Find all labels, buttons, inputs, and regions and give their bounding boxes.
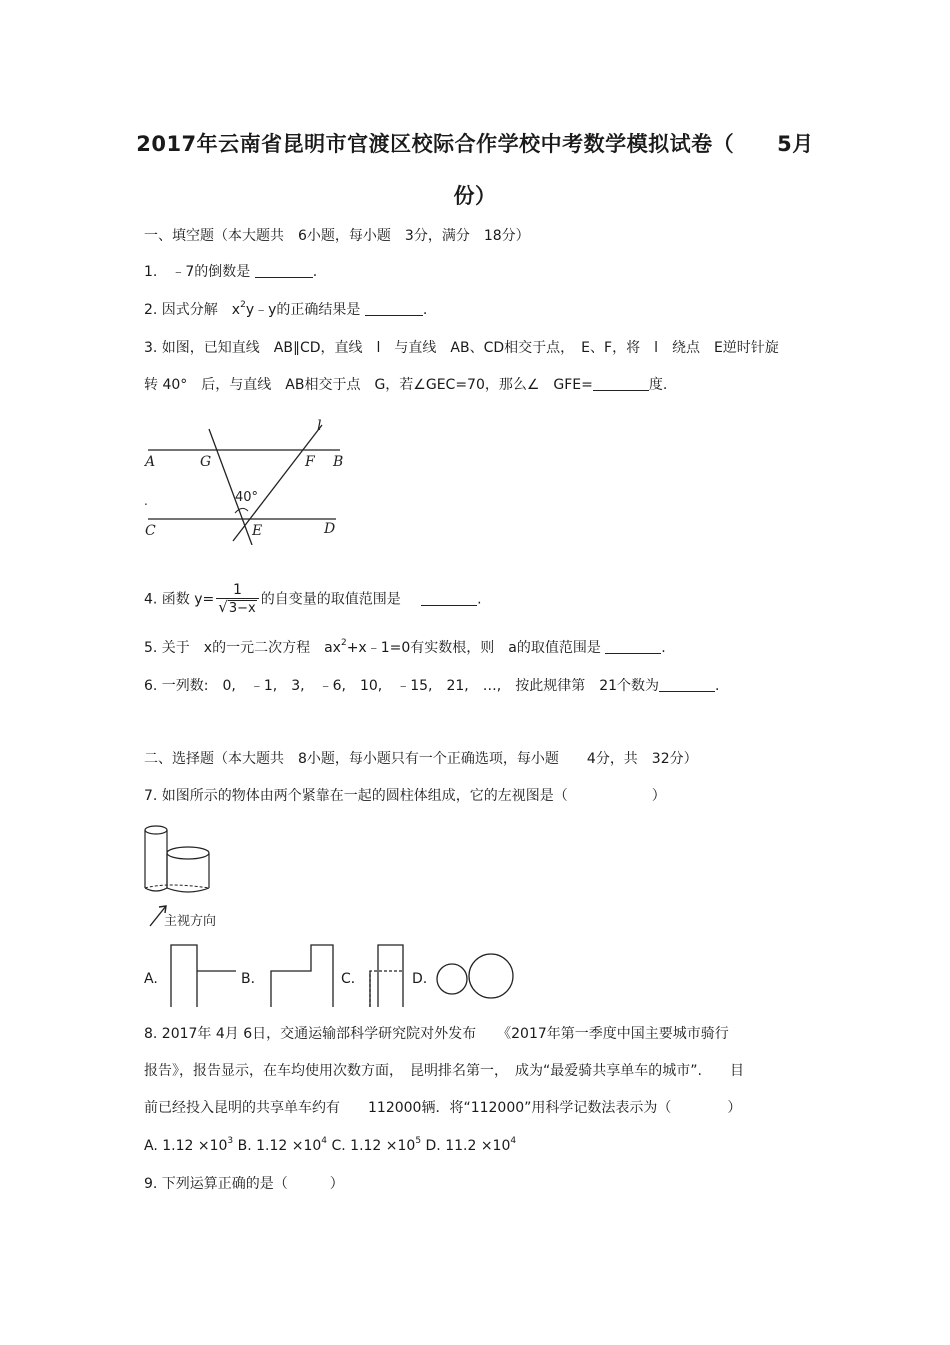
q8-option-d[interactable] (426, 1138, 517, 1154)
short-cylinder-top (167, 847, 209, 859)
label-a: A (145, 454, 156, 470)
opt-d-large-circle (469, 954, 513, 998)
q8-option-b-label: B. (237, 1138, 252, 1154)
q3-end: 度. (648, 377, 668, 393)
q8-option-d-base: 11.2 ×10 (445, 1138, 511, 1154)
sqrt-icon: √ (218, 598, 228, 616)
short-cylinder-bottom (167, 888, 209, 892)
question-3-line2 (144, 376, 667, 394)
label-e: E (252, 523, 263, 539)
q4-numerator: 1 (233, 582, 242, 598)
q2-text-pre: 2. 因式分解 x (144, 302, 241, 318)
q1-answer-blank (255, 263, 313, 278)
opt-a-tall-rect (171, 945, 197, 1007)
q5-answer-blank (605, 639, 661, 654)
q8-option-c-base: 1.12 ×10 (350, 1138, 416, 1154)
question-3-line1: 3. 如图，已知直线 AB∥CD，直线 l 与直线 AB、CD相交于点， E、F，将 l 绕点 E逆时针旋 (144, 340, 779, 356)
q4-end: . (477, 591, 482, 608)
q7-option-a-label: A. (144, 971, 158, 987)
question-8-line2: 报告》，报告显示，在车均使用次数方面， 昆明排名第一， 成为“最爱骑共享单车的城市”. 目 (144, 1063, 744, 1079)
label-g: G (200, 454, 212, 470)
q3-answer-blank (593, 376, 649, 391)
q2-answer-blank (365, 301, 423, 316)
q8-option-c-exp: 5 (415, 1136, 422, 1146)
q8-option-b[interactable] (238, 1138, 327, 1154)
question-2 (144, 301, 427, 319)
q2-end: . (422, 302, 428, 318)
label-c: C (145, 523, 156, 539)
q5-text-mid: +x﹣1=0有实数根，则 a的取值范围是 (346, 640, 601, 656)
line-ge (209, 429, 252, 545)
q8-option-b-base: 1.12 ×10 (256, 1138, 322, 1154)
section1-heading: 一、填空题（本大题共 6小题，每小题 3分，满分 18分） (144, 228, 530, 244)
q8-option-d-exp: 4 (510, 1136, 517, 1146)
angle-arc (235, 508, 248, 513)
q7-cylinders-figure (140, 820, 240, 930)
label-dot: . (144, 494, 148, 508)
opt-d-small-circle (437, 964, 467, 994)
q4-radicand: 3−x (228, 601, 256, 616)
exam-title-line1: 2017年云南省昆明市官渡区校际合作学校中考数学模拟试卷（ 5月 (136, 132, 814, 156)
q7-option-c-label: C． (341, 971, 365, 987)
opt-c-tall-rect (378, 945, 403, 1007)
question-9: 9. 下列运算正确的是（ ） (144, 1176, 344, 1192)
q8-option-a[interactable] (144, 1138, 233, 1154)
q8-option-a-label: A. (144, 1138, 158, 1154)
q4-answer-blank (421, 591, 477, 606)
q7-option-a-figure[interactable] (166, 943, 238, 1009)
question-8-line3: 前已经投入昆明的共享单车约有 112000辆．将“112000”用科学记数法表示为（ ） (144, 1100, 742, 1116)
label-d: D (324, 521, 336, 537)
q6-text: 6. 一列数: 0, ﹣1, 3, ﹣6, 10, ﹣15, 21, …, 按此规律第 21个数为 (144, 678, 660, 694)
hidden-base-line (145, 885, 209, 888)
q6-end: . (715, 678, 720, 694)
q6-answer-blank (659, 677, 715, 692)
opt-b-outline (271, 945, 333, 1007)
q8-option-a-exp: 3 (227, 1136, 234, 1146)
q4-text-pre: 4. 函数 (144, 591, 190, 608)
section2-heading: 二、选择题（本大题共 8小题，每小题只有一个正确选项，每小题 4分，共 32分） (144, 751, 698, 767)
q4-denominator (216, 598, 258, 617)
q7-option-c-figure[interactable] (365, 943, 413, 1009)
exam-title-line2: 份） (453, 184, 497, 208)
question-4 (144, 582, 482, 624)
question-8-line1: 8. 2017年 4月 6日，交通运输部科学研究院对外发布 《2017年第一季度中国主要城市骑行 (144, 1026, 729, 1042)
q7-option-d-figure[interactable] (434, 952, 518, 1002)
q8-options (144, 1137, 516, 1155)
q4-fraction (216, 582, 258, 617)
opt-c-hidden-edge (370, 971, 403, 1007)
q5-end: . (661, 640, 666, 656)
label-b: B (333, 454, 344, 470)
label-f: F (305, 454, 315, 470)
q8-option-a-base: 1.12 ×10 (162, 1138, 228, 1154)
q2-exponent: 2 (240, 300, 246, 310)
label-l: l (317, 418, 322, 434)
q7-option-d-label: D. (412, 971, 428, 987)
question-1 (144, 263, 317, 281)
q3-text: 转 40° 后，与直线 AB相交于点 G，若∠GEC=70，那么∠ GFE= (144, 377, 593, 393)
q2-text-mid: y﹣y的正确结果是 (245, 302, 361, 318)
q7-option-b-figure[interactable] (267, 943, 337, 1009)
q7-option-b-label: B． (241, 971, 265, 987)
q3-geometry-figure (140, 415, 355, 545)
tall-cylinder-top (145, 826, 167, 834)
view-direction-label: 主视方向 (164, 914, 217, 929)
q4-text-post: 的自变量的取值范围是 (260, 591, 401, 608)
question-6 (144, 677, 719, 695)
q8-option-c[interactable] (331, 1138, 421, 1154)
q4-y-eq: y= (194, 591, 215, 608)
q1-end: . (312, 264, 318, 280)
q8-option-d-label: D. (425, 1138, 441, 1154)
q8-option-c-label: C. (331, 1138, 346, 1154)
q5-text-pre: 5. 关于 x的一元二次方程 ax (144, 640, 341, 656)
q1-text: 1. ﹣7的倒数是 (144, 264, 251, 280)
q5-exponent: 2 (340, 638, 347, 648)
question-5 (144, 639, 666, 657)
label-angle-40: 40° (235, 490, 259, 505)
line-l (233, 425, 322, 541)
q8-option-b-exp: 4 (321, 1136, 328, 1146)
question-7: 7. 如图所示的物体由两个紧靠在一起的圆柱体组成，它的左视图是（ ） (144, 788, 666, 804)
tall-cylinder-bottom (145, 888, 167, 891)
